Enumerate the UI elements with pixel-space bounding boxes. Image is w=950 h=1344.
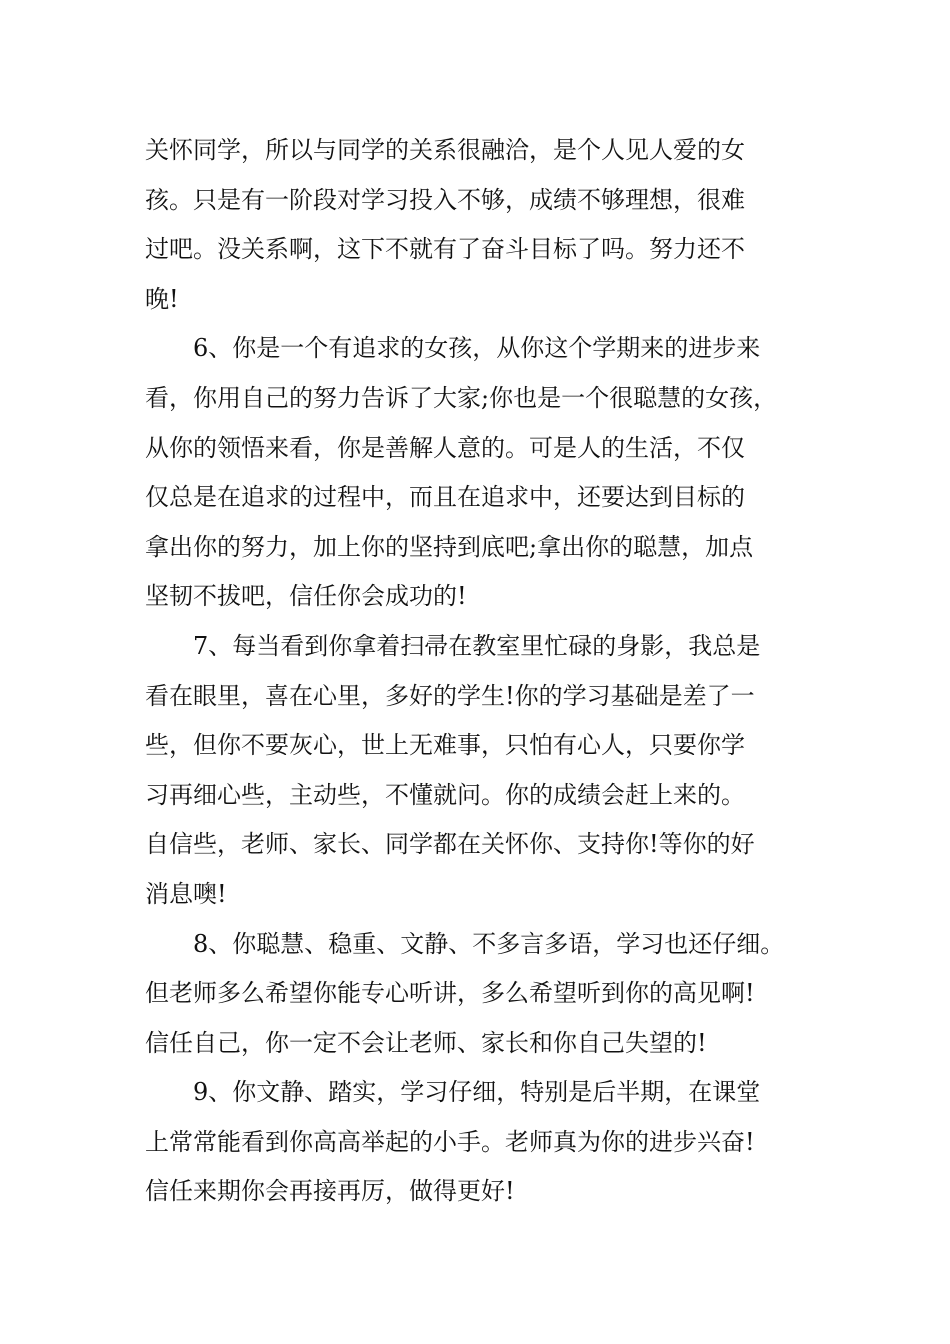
- text-line: 习再细心些，主动些，不懂就问。你的成绩会赶上来的。: [145, 780, 745, 809]
- text-line: 过吧。没关系啊，这下不就有了奋斗目标了吗。努力还不: [145, 235, 745, 264]
- text-line: 坚韧不拔吧，信任你会成功的!: [145, 582, 467, 611]
- text-line: 看在眼里，喜在心里，多好的学生!你的学习基础是差了一: [145, 681, 755, 710]
- text-line: 但老师多么希望你能专心听讲，多么希望听到你的高见啊!: [145, 979, 755, 1008]
- text-line: 孩。只是有一阶段对学习投入不够，成绩不够理想，很难: [145, 185, 745, 214]
- text-line: 自信些，老师、家长、同学都在关怀你、支持你!等你的好: [145, 830, 755, 859]
- document-body: [145, 126, 845, 1217]
- text-line: 关怀同学，所以与同学的关系很融洽，是个人见人爱的女: [145, 136, 745, 164]
- text-line: 些，但你不要灰心，世上无难事，只怕有心人，只要你学: [145, 731, 745, 760]
- paragraph-first-line: 8、你聪慧、稳重、文静、不多言多语，学习也还仔细。: [193, 929, 785, 958]
- paragraph-first-line: 7、每当看到你拿着扫帚在教室里忙碌的身影，我总是: [193, 631, 761, 660]
- paragraph-first-line: 6、你是一个有追求的女孩，从你这个学期来的进步来: [193, 334, 761, 363]
- text-line: 看，你用自己的努力告诉了大家;你也是一个很聪慧的女孩，: [145, 383, 778, 412]
- text-line: 信任自己，你一定不会让老师、家长和你自己失望的!: [145, 1028, 707, 1057]
- paragraph-first-line: 9、你文静、踏实，学习仔细，特别是后半期，在课堂: [193, 1078, 761, 1107]
- text-line: 信任来期你会再接再厉，做得更好!: [145, 1177, 515, 1206]
- text-line: 消息噢!: [145, 879, 227, 908]
- text-line: 仅总是在追求的过程中，而且在追求中，还要达到目标的: [145, 483, 745, 512]
- text-line: 晚!: [145, 284, 179, 313]
- text-line: 从你的领悟来看，你是善解人意的。可是人的生活，不仅: [145, 433, 745, 462]
- text-line: 上常常能看到你高高举起的小手。老师真为你的进步兴奋!: [145, 1127, 755, 1156]
- text-line: 拿出你的努力，加上你的坚持到底吧;拿出你的聪慧，加点: [145, 532, 754, 561]
